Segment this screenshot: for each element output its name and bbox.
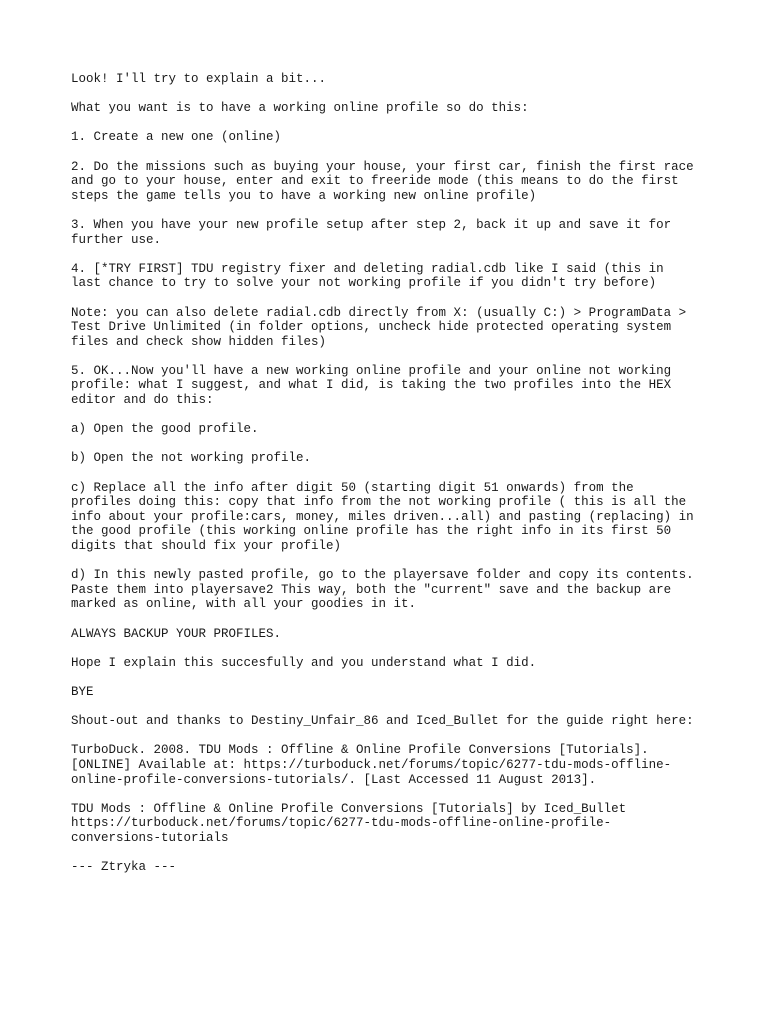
paragraph bbox=[71, 627, 711, 642]
text-line: profile: what I suggest, and what I did, is taking the two profiles into the HEX bbox=[71, 378, 672, 393]
paragraph bbox=[71, 422, 711, 437]
text-line: --- Ztryka --- bbox=[71, 860, 177, 875]
paragraph bbox=[71, 656, 711, 671]
text-line: d) In this newly pasted profile, go to the playersave folder and copy its contents. bbox=[71, 568, 694, 583]
text-line: Test Drive Unlimited (in folder options, uncheck hide protected operating system bbox=[71, 320, 672, 335]
text-line: and go to your house, enter and exit to freeride mode (this means to do the first bbox=[71, 174, 679, 189]
text-line: files and check show hidden files) bbox=[71, 334, 327, 349]
text-line: 3. When you have your new profile setup after step 2, back it up and save it for bbox=[71, 217, 672, 232]
text-line: further use. bbox=[71, 232, 162, 247]
paragraph bbox=[71, 714, 711, 729]
text-line: a) Open the good profile. bbox=[71, 422, 259, 437]
text-line: [ONLINE] Available at: https://turboduck.net/forums/topic/6277-tdu-mods-offline- bbox=[71, 757, 672, 772]
text-line: Note: you can also delete radial.cdb directly from X: (usually C:) > ProgramData > bbox=[71, 305, 687, 320]
paragraph bbox=[71, 860, 711, 875]
text-line: Paste them into playersave2 This way, both the "current" save and the backup are bbox=[71, 582, 672, 597]
paragraph bbox=[71, 306, 711, 350]
text-line: 5. OK...Now you'll have a new working online profile and your online not working bbox=[71, 363, 672, 378]
text-line: ALWAYS BACKUP YOUR PROFILES. bbox=[71, 626, 282, 641]
paragraph bbox=[71, 130, 711, 145]
paragraph bbox=[71, 568, 711, 612]
text-line: profiles doing this: copy that info from the not working profile ( this is all the bbox=[71, 495, 687, 510]
paragraph bbox=[71, 218, 711, 247]
paragraph bbox=[71, 685, 711, 700]
paragraph bbox=[71, 262, 711, 291]
text-line: marked as online, with all your goodies in it. bbox=[71, 597, 417, 612]
paragraph bbox=[71, 743, 711, 787]
text-line: Hope I explain this succesfully and you understand what I did. bbox=[71, 655, 537, 670]
text-line: info about your profile:cars, money, miles driven...all) and pasting (replacing) in bbox=[71, 509, 694, 524]
text-line: https://turboduck.net/forums/topic/6277-tdu-mods-offline-online-profile- bbox=[71, 816, 612, 831]
text-line: 4. [*TRY FIRST] TDU registry fixer and deleting radial.cdb like I said (this in bbox=[71, 261, 664, 276]
text-line: digits that should fix your profile) bbox=[71, 539, 342, 553]
text-line: TDU Mods : Offline & Online Profile Conversions [Tutorials] by Iced_Bullet bbox=[71, 801, 627, 816]
text-line: conversions-tutorials bbox=[71, 830, 229, 845]
text-line: c) Replace all the info after digit 50 (starting digit 51 onwards) from the bbox=[71, 480, 634, 495]
paragraph bbox=[71, 101, 711, 116]
text-line: BYE bbox=[71, 684, 94, 699]
text-line: Look! I'll try to explain a bit... bbox=[71, 72, 327, 86]
text-line: 1. Create a new one (online) bbox=[71, 130, 282, 145]
paragraph bbox=[71, 451, 711, 466]
text-line: b) Open the not working profile. bbox=[71, 451, 312, 466]
document-body bbox=[71, 72, 711, 889]
text-line: the good profile (this working online profile has the right info in its first 50 bbox=[71, 524, 672, 539]
text-line: TurboDuck. 2008. TDU Mods : Offline & Online Profile Conversions [Tutorials]. bbox=[71, 743, 649, 758]
paragraph bbox=[71, 481, 711, 554]
paragraph bbox=[71, 72, 711, 87]
text-line: Shout-out and thanks to Destiny_Unfair_86 and Iced_Bullet for the guide right here: bbox=[71, 714, 694, 729]
text-line: last chance to try to solve your not working profile if you didn't try before) bbox=[71, 276, 657, 291]
paragraph bbox=[71, 160, 711, 204]
text-line: steps the game tells you to have a working new online profile) bbox=[71, 188, 537, 203]
text-line: What you want is to have a working online profile so do this: bbox=[71, 101, 529, 116]
text-line: online-profile-conversions-tutorials/. [Last Accessed 11 August 2013]. bbox=[71, 772, 597, 787]
text-line: 2. Do the missions such as buying your house, your first car, finish the first race bbox=[71, 159, 694, 174]
text-line: editor and do this: bbox=[71, 393, 214, 408]
paragraph bbox=[71, 802, 711, 846]
paragraph bbox=[71, 364, 711, 408]
